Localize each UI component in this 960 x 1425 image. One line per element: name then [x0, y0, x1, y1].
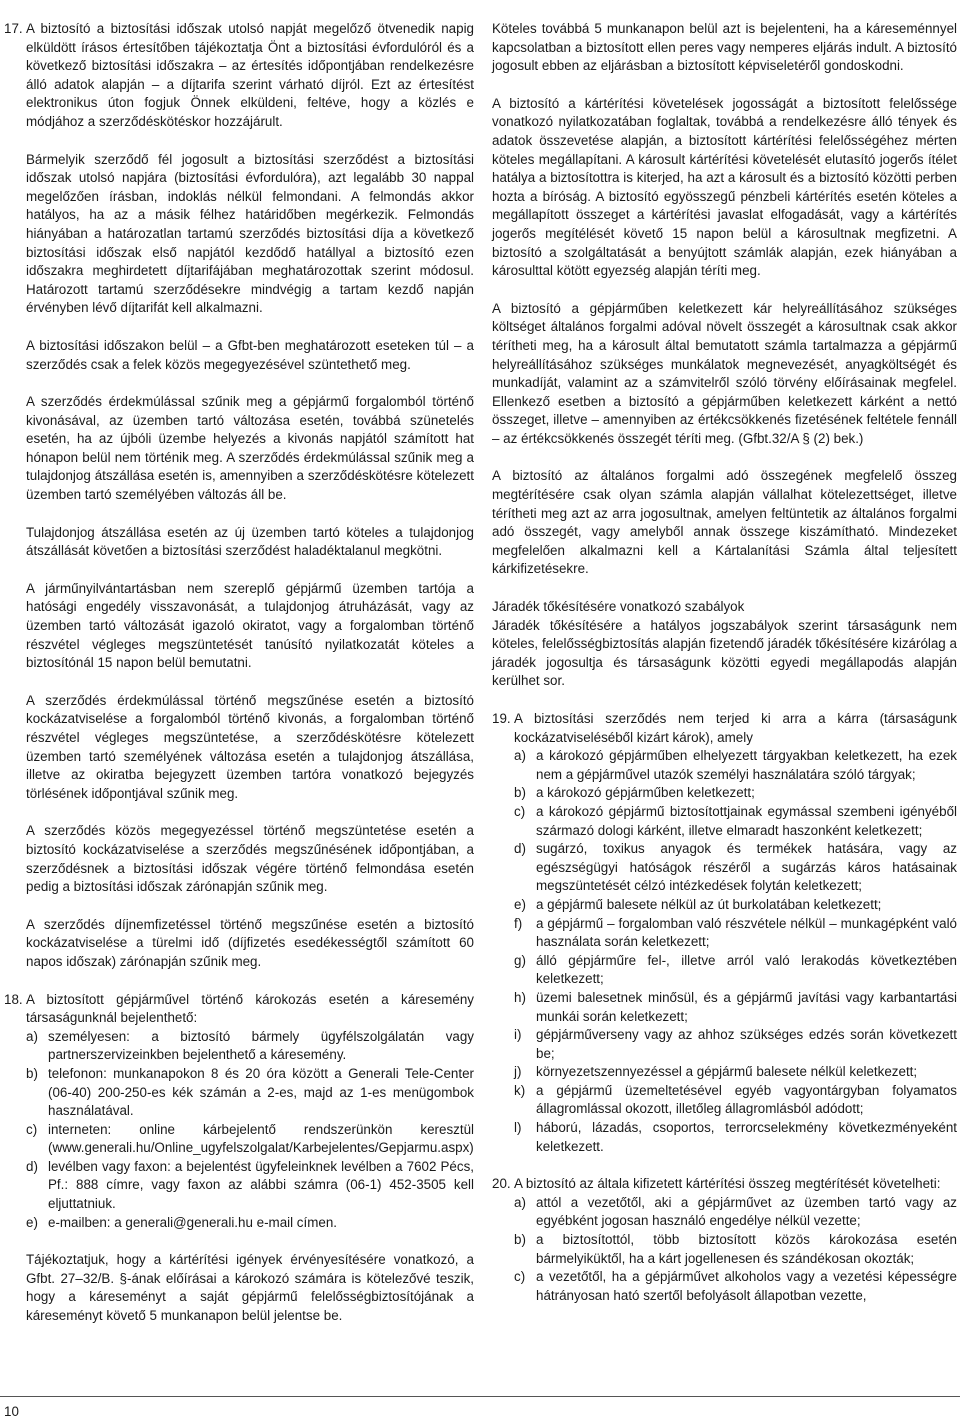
right-column	[492, 20, 957, 1324]
list-item: c) interneten: online kárbejelentő rendszerünkön keresztül (www.generali.hu/Online_ugyfelszolgalat/Karbejelentes/Gepjarmu.aspx)	[26, 1121, 474, 1156]
paragraph: A járműnyilvántartásban nem szereplő gépjármű üzemben tartója a hatósági engedély visszavonását, a tulajdonjog átruházását, vagy az üzemben tartó változását igazoló okiratot, vagy a forgalomban történő részvétel végleges megszüntetését tanúsító nyilatkozatát köteles a biztosítónál 15 napon belül bemutatni.	[26, 580, 474, 671]
section-number: 18.	[4, 991, 23, 1007]
paragraph: Bármelyik szerződő fél jogosult a biztosítási szerződést a biztosítási időszak utolsó napjára (biztosítási évfordulóra), azt legalább 30 nappal megelőzően írásban, indoklás nélkül felmondani. A felmondás akkor hatályos, ha az a másik félhez határidőben megérkezik. Felmondás hiányában a határozatlan tartamú szerződés biztosítási díja a következő biztosítási időszak első napjától kezdődő hatállyal a biztosító ezen időszakra meghirdetett díjtarifájában meghatározottak szerint módosul. Határozott tartamú szerződésekre mindvégig a tartam kezdő napján érvényben lévő díjtarifát kell alkalmazni.	[26, 151, 474, 316]
list-item: a) attól a vezetőtől, aki a gépjárművet az üzemben tartó vagy az egyébként jogosan használó engedélye nélkül vezette;	[514, 1194, 957, 1229]
list-item: g) álló gépjárműre fel-, illetve arról való lerakodás következtében keletkezett;	[514, 952, 957, 987]
list-item: e) e-mailben: a generali@generali.hu e-mail címen.	[26, 1214, 337, 1230]
paragraph: A biztosító a biztosítási időszak utolsó napját megelőző ötvenedik napig elküldött írásos értesítőben tájékoztatja Önt a biztosítási évfordulóról és a következő biztosítási időszakra – az értesítés időpontjában rendelkezésre álló adatok alapján – a díjtarifa szerint várható díjról. Ezt az értesítést elektronikus úton fogjuk Önnek elküldeni, feltéve, hogy a közlés e módjához a szerződéskötéskor hozzájárult.	[26, 21, 474, 129]
section-17	[4, 20, 474, 972]
section-number: 17.	[4, 21, 23, 36]
list-item: e) a gépjármű balesete nélkül az út burkolatában keletkezett;	[514, 896, 882, 912]
list-item: h) üzemi balesetnek minősül, és a gépjármű javítási vagy karbantartási munkái során keletkezett;	[514, 989, 957, 1024]
list-item: c) a vezetőtől, ha a gépjárművet alkoholos vagy a vezetési képességre hátrányosan ható szertől befolyásolt állapotban vezette,	[514, 1269, 957, 1303]
paragraph: A biztosítási időszakon belül – a Gfbt-ben meghatározott eseteken túl – a szerződés csak a felek közös megegyezésével szüntethető meg.	[26, 337, 474, 372]
paragraph: Tájékoztatjuk, hogy a kártérítési igények érvényesítésére vonatkozó, a Gfbt. 27–32/B. §-ának előírásai a károkozó számára is kötelezővé teszik, hogy a káreseményt a saját gépjármű felelősségbiztosítójának a káreseményt követő 5 munkanapon belül jelentse be.	[26, 1252, 474, 1324]
list-item: i) gépjárműverseny vagy az ahhoz szükséges edzés során következett be;	[514, 1027, 957, 1061]
section-20	[492, 1175, 957, 1305]
page-number: 10	[4, 1404, 19, 1419]
section-number: 20.	[492, 1176, 511, 1192]
paragraph: A szerződés érdekmúlással szűnik meg a gépjármű forgalomból történő kivonásával, az üzemben tartó változása esetén, továbbá szünetelés esetén, ha az újbóli üzembe helyezés a kivonás napjától számított hat hónapon belül nem történik meg. A szerződés érdekmúlással szűnik meg a tulajdonjog átszállása esetén is, amennyiben a szerződéskötésre kötelezett üzemben tartó személyében változás áll be.	[26, 394, 474, 503]
paragraph: A szerződés díjnemfizetéssel történő megszűnése esetén a biztosító kockázatviselése a türelmi idő (díjfizetés esedékességtől számított 60 napos időszak) zárónapján szűnik meg.	[26, 916, 474, 969]
list-item: f) a gépjármű – forgalomban való részvétele nélkül – munkagépként való használata során keletkezett;	[514, 915, 957, 950]
paragraph: A szerződés közös megegyezéssel történő megszüntetése esetén a biztosító kockázatviselése a szerződés megszűnésének időpontjában, a szerződésnek a biztosítási időszak végére történő felmondása esetén pedig a biztosítási időszak zárónapján szűnik meg.	[26, 823, 474, 895]
paragraph: Köteles továbbá 5 munkanapon belül azt is bejelenteni, ha a káreseménnyel kapcsolatban a biztosított ellen peres vagy nemperes eljárás indult. A biztosító jogosult ebben az eljárásban a biztosított képviseletéről gondoskodni.	[492, 21, 957, 74]
section-intro: A biztosító az általa kifizetett kártérítési összeg megtérítését követelheti:	[514, 1176, 941, 1192]
list-item: b) a károkozó gépjárműben keletkezett;	[514, 785, 755, 801]
left-column	[4, 20, 474, 1345]
list-item: k) a gépjármű üzemeltetésével egyéb vagyontárgyban folyamatos állagromlással okozott, illetőleg állagromlásból adódott;	[514, 1082, 957, 1117]
section-18	[4, 991, 474, 1326]
list-item: d) sugárzó, toxikus anyagok és termékek hatására, vagy az egészségügyi hatóságok részéről a sugárzás káros hatásainak megszüntetését célzó intézkedések folytán keletkezett;	[514, 841, 957, 894]
exclusions-list	[514, 747, 957, 1156]
annuity-heading: Járadék tőkésítésére vonatkozó szabályok	[492, 599, 745, 615]
list-item: a) személyesen: a biztosító bármely ügyfélszolgálatán vagy partnerszervizeinkben bejelenthető a káresemény.	[26, 1028, 474, 1063]
paragraph: A biztosító az általános forgalmi adó összegének megfelelő összeg megtérítésére csak olyan számla alapján vállalhat kötelezettséget, illetve térítheti meg azt az arra jogosultnak, amelyen feltüntetik az általános forgalmi adó összegét, vagy amelyből annak összege kiszámítható. Mindezeket megfelelően alkalmazni kell a Kártalanítási Számla által teljesített kárkifizetésekre.	[492, 468, 957, 577]
list-item: l) háború, lázadás, csoportos, terrorcselekmény következményeként keletkezett.	[514, 1120, 957, 1154]
paragraph: Tulajdonjog átszállása esetén az új üzemben tartó köteles a tulajdonjog átszállását követően a biztosítási szerződést haladéktalanul megkötni.	[26, 524, 474, 559]
recourse-list	[514, 1194, 957, 1306]
report-channels-list	[26, 1028, 474, 1233]
list-item: a) a károkozó gépjárműben elhelyezett tárgyakban keletkezett, ha ezek nem a gépjárművel utazók személyi használatára szóló tárgyak;	[514, 748, 957, 782]
section-number: 19.	[492, 711, 511, 726]
list-item: j) környezetszennyezéssel a gépjármű balesete nélkül keletkezett;	[514, 1064, 918, 1080]
list-item: d) levélben vagy faxon: a bejelentést ügyfeleinknek levélben a 7602 Pécs, Pf.: 888 címre, vagy faxon az alábbi számra (06-1) 452-3505 kell eljuttatniuk.	[26, 1158, 474, 1212]
paragraph: Járadék tőkésítésére a hatályos jogszabályok szerint társaságunk nem köteles, felelősségbiztosítás alapján fizetendő járadék tőkésítésére kizárólag a járadék jogosultja és társaságunk közötti egyedi megállapodás alapján kerülhet sor.	[492, 617, 957, 689]
section-intro: A biztosított gépjárművel történő károkozás esetén a káresemény társaságunknál bejelenthető:	[26, 991, 474, 1026]
paragraph: A szerződés érdekmúlással történő megszűnése esetén a biztosító kockázatviselése a forgalomból történő kivonás, a forgalomban történő részvétel végleges megszüntetése, a szerződéskötésre kötelezett üzemben tartó személyének változása esetén a tulajdonjog átszállása, illetve az okiratba bejegyzett üzemben tartóra vonatkozó bejegyzés törlésének időpontjával szűnik meg.	[26, 692, 474, 801]
section-intro: A biztosítási szerződés nem terjed ki arra a kárra (társaságunk kockázatviseléséből kizárt károk), amely	[514, 711, 957, 745]
section-19	[492, 710, 957, 1156]
list-item: b) telefonon: munkanapokon 8 és 20 óra között a Generali Tele-Center (06-40) 200-250-es kék számán a 2-es, majd az 1-es menügombok használatával.	[26, 1065, 474, 1119]
footer-divider	[0, 1396, 960, 1397]
paragraph: A biztosító a kártérítési követelések jogosságát a biztosított felelőssége vonatkozó nyilatkozatában foglaltak, továbbá a rendelkezésre álló tények és adatok összevetése alapján, a biztosított kártérítési felelősségéhez mérten köteles megállapítani. A károsult kártérítési követelését elutasító jogerős ítélet hatálya a biztosítottra is kiterjed, ha azt a károsult és a biztosító közötti perben hozta a bíróság. A biztosító egyösszegű pénzbeli kártérítés esetén köteles a megállapított összeget a kártérítési javaslat elfogadását, vagy a kártérítés jogerős megítélését követő 15 napon belül a károsultnak megfizetni. A biztosító a szolgáltatását a benyújtott számlák alapján, ezek hiányában a károsulttal kötött egyezség alapján téríti meg.	[492, 95, 957, 279]
list-item: b) a biztosítottól, több biztosított közös károkozása esetén bármelyiküktől, ha a kárt jogellenesen és szándékosan okozták;	[514, 1232, 957, 1266]
list-item: c) a károkozó gépjármű biztosítottjainak egymással szembeni igényéből származó dologi kárként, illetve elmaradt haszonként keletkezett;	[514, 803, 957, 838]
paragraph: A biztosító a gépjárműben keletkezett kár helyreállításához szükséges költséget általános forgalmi adóval növelt összegét a károsultnak csak akkor térítheti meg, ha a károsult által bemutatott számla tartalmazza a gépjármű helyreállításához szükséges munkálatok megnevezését, anyagköltségét és munkadíját, valamint az a számvitelről szóló törvény előírásainak megfelel. Ellenkező esetben a biztosító a gépjárműben keletkezett kárként a nettó összeget, illetve – amennyiben az értékcsökkenés fizetésének feltétele fennáll – az értékcsökkenés összegét téríti meg. (Gfbt.32/A § (2) bek.)	[492, 300, 957, 446]
